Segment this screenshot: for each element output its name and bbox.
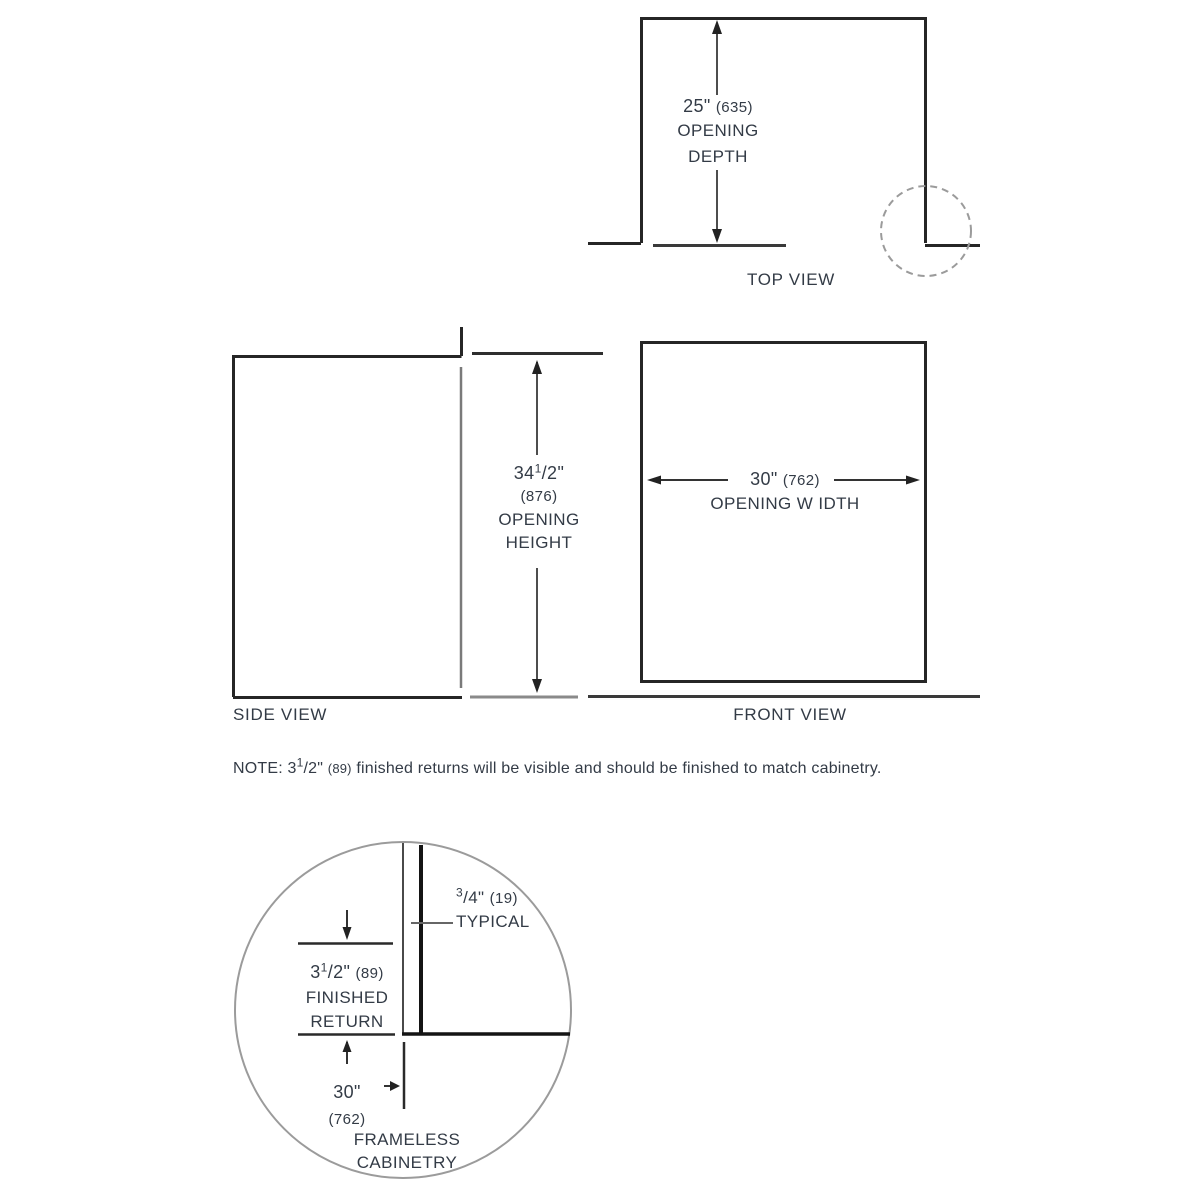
return-value-whole: 3 — [310, 962, 321, 982]
frameless-cabinetry-label — [354, 1128, 461, 1174]
note-prefix: NOTE: 3 — [233, 760, 297, 777]
typical-frac: /4" — [463, 888, 485, 907]
note-mm: (89) — [327, 761, 352, 776]
cabinetry-label-line2: CABINETRY — [356, 1153, 458, 1172]
height-value-frac: /2" — [541, 463, 565, 483]
depth-label-line1: OPENING — [677, 121, 759, 140]
opening-height-dimension-label — [498, 462, 579, 554]
depth-label-line2: DEPTH — [688, 147, 748, 166]
typical-mm: (19) — [489, 890, 518, 907]
depth-value-inches: 25" — [683, 96, 711, 116]
top-view-depth-dimension-label — [677, 95, 758, 168]
cabinetry-label-line1: FRAMELESS — [353, 1130, 461, 1149]
width-value-mm: (762) — [782, 472, 820, 489]
return-value-sup: 1 — [320, 960, 328, 975]
finished-return-label — [306, 960, 389, 1034]
typical-sup: 3 — [456, 885, 464, 900]
typical-thickness-label — [456, 886, 530, 933]
width-value-inches: 30" — [750, 469, 778, 489]
finished-returns-note — [233, 757, 882, 780]
return-value-mm: (89) — [355, 965, 384, 982]
cabinet-width-mm: (762) — [328, 1111, 366, 1128]
note-sup: 1 — [296, 755, 304, 770]
note-frac: /2" — [303, 760, 324, 777]
width-label: OPENING W IDTH — [710, 494, 860, 513]
note-rest: finished returns will be visible and should be finished to match cabinetry. — [356, 760, 882, 777]
height-value-sup: 1 — [534, 461, 542, 476]
top-view-outline — [588, 19, 980, 246]
side-view-outline — [233, 327, 462, 698]
return-label-line2: RETURN — [310, 1012, 384, 1031]
return-label-line1: FINISHED — [305, 988, 389, 1007]
side-view-caption: SIDE VIEW — [233, 705, 328, 724]
height-label-line1: OPENING — [498, 510, 580, 529]
top-view-caption: TOP VIEW — [746, 270, 836, 289]
height-value-mm: (876) — [520, 488, 558, 505]
depth-value-mm: (635) — [715, 99, 753, 116]
height-value-whole: 34 — [513, 463, 535, 483]
return-value-frac: /2" — [327, 962, 351, 982]
height-label-line2: HEIGHT — [505, 533, 573, 552]
cabinet-width-label — [328, 1078, 365, 1134]
opening-width-dimension-label — [710, 468, 859, 515]
typical-word: TYPICAL — [456, 912, 530, 931]
front-view-caption: FRONT VIEW — [733, 705, 847, 724]
front-view-outline — [588, 343, 980, 697]
cabinet-width-inches: 30" — [333, 1082, 361, 1102]
